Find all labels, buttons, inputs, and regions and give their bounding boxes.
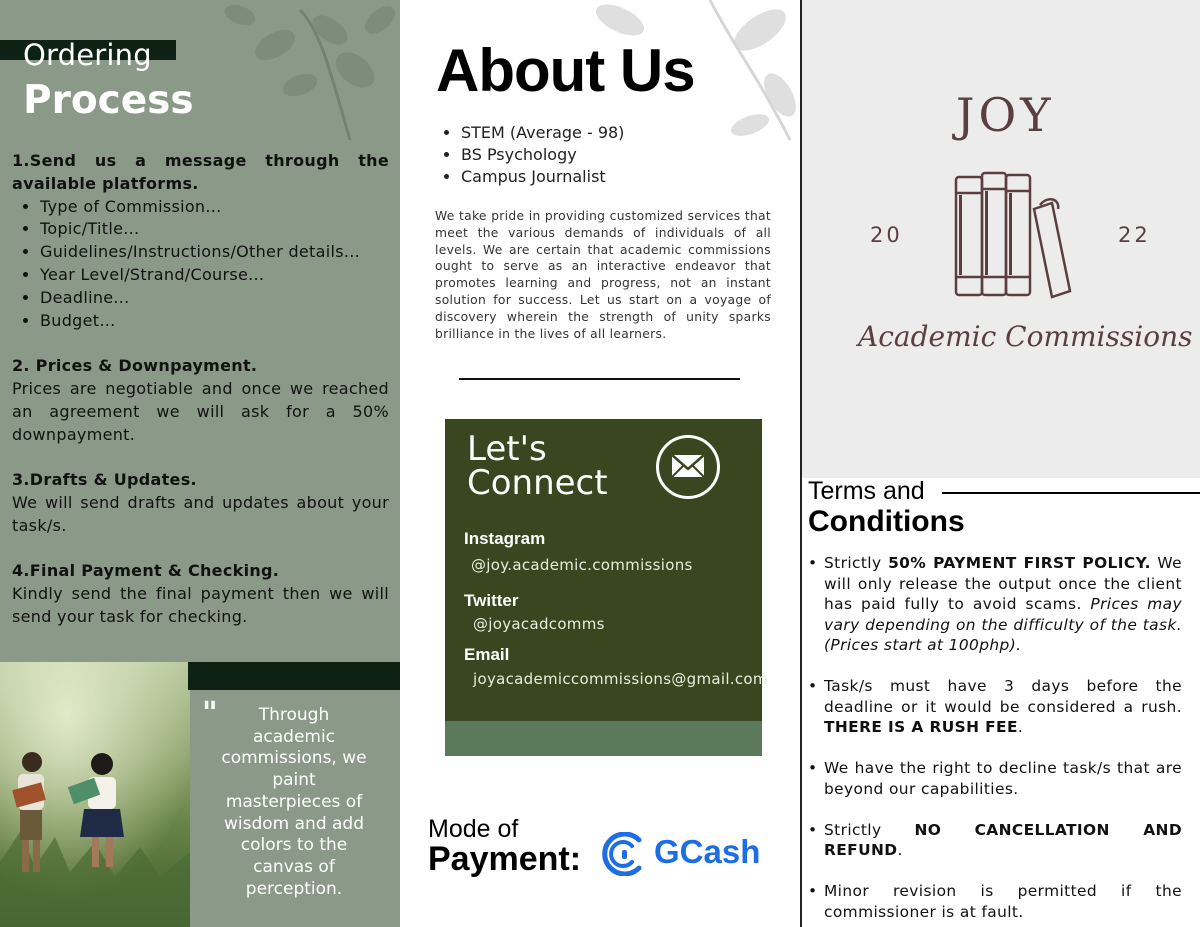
term-1-pre: Strictly bbox=[824, 554, 889, 572]
year-right: 22 bbox=[1118, 223, 1151, 247]
list-item bbox=[806, 676, 1182, 738]
connect-card-footer bbox=[445, 721, 762, 756]
term-4-bold: NO CANCELLATION AND REFUND bbox=[824, 820, 1183, 859]
terms-heading-line2: Conditions bbox=[808, 505, 965, 538]
step-1-list bbox=[40, 196, 389, 333]
leaf-silhouette-decoration bbox=[180, 0, 400, 160]
list-item: • Year Level/Strand/Course... bbox=[40, 264, 389, 287]
list-item: • Type of Commission... bbox=[40, 196, 389, 219]
term-1-bold: 50% PAYMENT FIRST POLICY. bbox=[888, 554, 1151, 572]
process-heading: Process bbox=[23, 78, 194, 123]
terms-list bbox=[806, 553, 1182, 927]
brand-subtitle: Academic Commissions bbox=[858, 320, 1193, 353]
credentials-list bbox=[461, 122, 624, 188]
step-1-title: 1.Send us a message through the available platforms. bbox=[12, 151, 389, 193]
term-2-pre: Task/s must have 3 days before the deadline or it would be considered a rush. bbox=[824, 677, 1182, 716]
email-label: Email bbox=[464, 645, 510, 664]
gcash-logo-icon bbox=[601, 832, 647, 876]
step-3-text: We will send drafts and updates about your task/s. bbox=[12, 492, 389, 535]
connect-heading-line1: Let's bbox=[467, 429, 547, 469]
instagram-handle[interactable]: @joy.academic.commissions bbox=[471, 556, 693, 574]
payment-label: Payment: bbox=[428, 840, 582, 878]
term-4-post: . bbox=[897, 841, 903, 859]
twitter-handle[interactable]: @joyacadcomms bbox=[473, 615, 605, 633]
list-item: • Guidelines/Instructions/Other details... bbox=[40, 241, 389, 264]
children-reading-photo bbox=[0, 662, 190, 927]
gcash-wordmark: GCash bbox=[654, 833, 761, 870]
quote-text: Through academic commissions, we paint masterpieces of wisdom and add colors to the canvas of perception. bbox=[221, 705, 367, 899]
list-item: • STEM (Average - 98) bbox=[461, 122, 624, 144]
instagram-label: Instagram bbox=[464, 529, 546, 548]
email-address[interactable]: joyacademiccommissions@gmail.com bbox=[473, 670, 768, 688]
quote-accent-bar bbox=[188, 662, 400, 690]
term-1-italic: Prices may vary depending on the difficulty of the task. (Prices start at 100php). bbox=[824, 595, 1182, 654]
about-paragraph: We take pride in providing customized services that meet the various demands of individuals of all levels. We are certain that academic commissions ought to serve as an interactive endeavor that promotes learning and progress, not an instant solution for success. Let us start on a voyage of discovery wherein the strength of unity sparks brilliance in the lives of all learners. bbox=[435, 209, 771, 341]
list-item: • Deadline... bbox=[40, 287, 389, 310]
connect-heading bbox=[467, 429, 608, 503]
terms-heading-line1: Terms and bbox=[808, 477, 925, 505]
about-us-heading: About Us bbox=[436, 37, 695, 104]
year-left: 20 bbox=[870, 223, 903, 247]
list-item: • BS Psychology bbox=[461, 144, 624, 166]
photo-illustration bbox=[0, 662, 190, 927]
quote-mark-icon: " bbox=[202, 696, 218, 731]
list-item bbox=[806, 820, 1182, 861]
term-2-post: . bbox=[1017, 718, 1024, 736]
section-divider bbox=[459, 378, 740, 380]
list-item: • We have the right to decline task/s that are beyond our capabilities. bbox=[806, 758, 1182, 799]
books-icon bbox=[948, 165, 1078, 300]
list-item: • Budget... bbox=[40, 310, 389, 333]
twitter-label: Twitter bbox=[464, 591, 519, 610]
step-2-text: Prices are negotiable and once we reached an agreement we will ask for a 50% downpayment. bbox=[12, 378, 389, 444]
list-item: • Minor revision is permitted if the commissioner is at fault. bbox=[806, 881, 1182, 922]
list-item bbox=[806, 553, 1182, 656]
envelope-icon bbox=[656, 435, 720, 499]
list-item: • Campus Journalist bbox=[461, 166, 624, 188]
term-1-mid: We will only release the output once the client has paid fully to avoid scams. bbox=[824, 554, 1182, 613]
term-4-pre: Strictly bbox=[824, 820, 915, 839]
step-3-title: 3.Drafts & Updates. bbox=[12, 470, 197, 490]
ordering-steps bbox=[12, 150, 389, 629]
step-4-title: 4.Final Payment & Checking. bbox=[12, 561, 280, 581]
term-2-bold: THERE IS A RUSH FEE bbox=[824, 718, 1018, 736]
list-item: • Topic/Title... bbox=[40, 218, 389, 241]
ordering-heading: Ordering bbox=[23, 38, 152, 72]
terms-heading-rule bbox=[942, 492, 1200, 494]
mode-of-label: Mode of bbox=[428, 815, 519, 843]
connect-heading-line2: Connect bbox=[467, 463, 608, 503]
step-4-text: Kindly send the final payment then we will send your task for checking. bbox=[12, 584, 389, 626]
step-2-title: 2. Prices & Downpayment. bbox=[12, 356, 258, 376]
brand-name: JOY bbox=[956, 88, 1055, 142]
